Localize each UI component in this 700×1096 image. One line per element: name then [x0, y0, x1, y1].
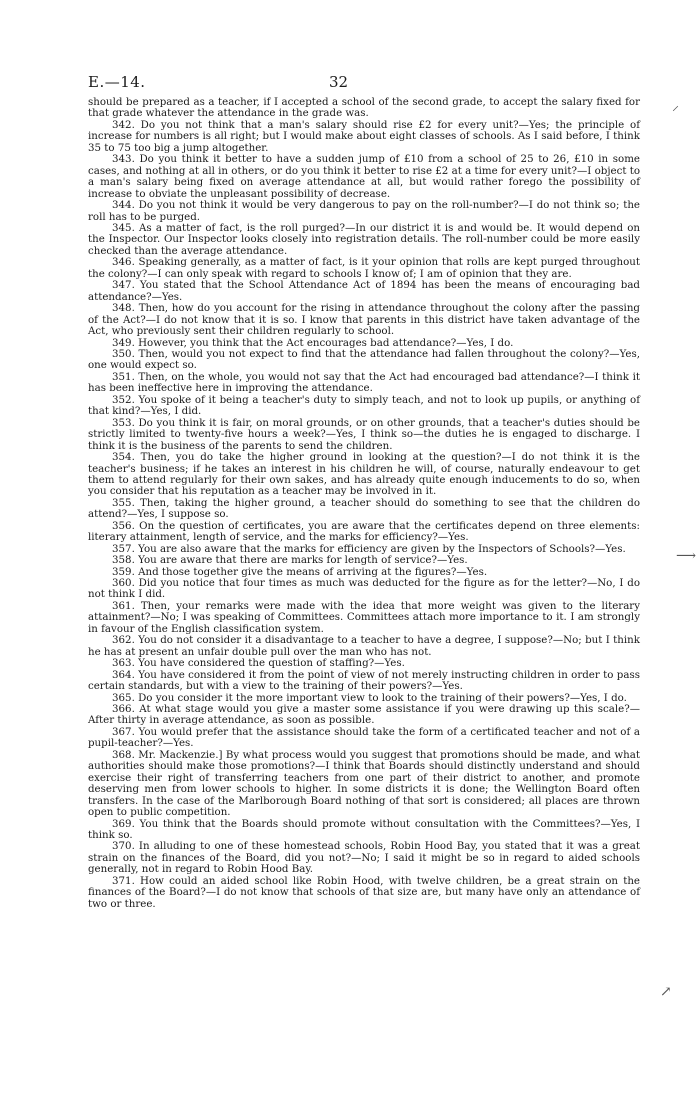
paragraph: 369. You think that the Boards should promote without consultation with the Committees?—Yes, I think so. — [88, 817, 640, 841]
paragraph: 344. Do you not think it would be very dangerous to pay on the roll-number?—I do not think so; the roll has to be purged. — [88, 199, 640, 223]
page-body — [88, 97, 640, 910]
document-reference: E.—14. — [88, 73, 146, 91]
paragraph: 362. You do not consider it a disadvantage to a teacher to have a degree, I suppose?—No; but I think he has at present an unfair double pull over the man who has not. — [88, 634, 640, 658]
paragraph: 357. You are also aware that the marks for efficiency are given by the Inspectors of Schools?—Yes. — [112, 542, 626, 555]
paragraph: 347. You stated that the School Attendance Act of 1894 has been the means of encouraging bad attendance?—Yes. — [88, 279, 640, 303]
paragraph: 368. Mr. Mackenzie.] By what process would you suggest that promotions should be made, and what authorities should make those promotions?—I think that Boards should distinctly understand and should exercise their right of transferring teachers from one part of their district to another, and promote deserving men from lower schools to higher. In some districts it is done; the Wellington Board often transfers. In the case of the Marlborough Board nothing of that sort is considered; all places are thrown open to public competition. — [88, 748, 640, 819]
paragraph: 365. Do you consider it the more important view to look to the training of their powers?—Yes, I do. — [112, 691, 627, 704]
paragraph: 371. How could an aided school like Robin Hood, with twelve children, be a great strain on the finances of the Board?—I do not know that schools of that size are, but many have only an attendance of two or three. — [88, 874, 640, 910]
paragraph: 351. Then, on the whole, you would not say that the Act had encouraged bad attendance?—I think it has been ineffective here in improving the attendance. — [88, 370, 640, 395]
paragraph: 350. Then, would you not expect to find that the attendance had fallen throughout the colony?—Yes, one would expect so. — [88, 347, 640, 372]
paragraph: 354. Then, you do take the higher ground in looking at the question?—I do not think it is the teacher's business; if he takes an interest in his children he will, of course, naturally endeavour to get them to attend regularly for their own sakes, and has already quite enough inducements to do so, when you consider that his reputation as a teacher may be involved in it. — [88, 451, 640, 498]
paragraph: 346. Speaking generally, as a matter of fact, is it your opinion that rolls are kept purged throughout the colony?—I can only speak with regard to schools I know of; I am of opinion that they are. — [88, 256, 640, 280]
paragraph: 360. Did you notice that four times as much was deducted for the figure as for the letter?—No, I do not think I did. — [88, 577, 640, 601]
page-header — [88, 73, 640, 93]
paragraph: 370. In alluding to one of these homestead schools, Robin Hood Bay, you stated that it was a great strain on the finances of the Board, did you not?—No; I said it might be so in regard to aided schools generally, not in regard to Robin Hood Bay. — [88, 840, 640, 876]
margin-tick-mark: ⟶ — [676, 548, 697, 564]
paragraph: 364. You have considered it from the point of view of not merely instructing children in order to pass certain standards, but with a view to the training of their powers?—Yes. — [88, 668, 640, 693]
paragraph: 366. At what stage would you give a master some assistance if you were drawing up this scale?—After thirty in average attendance, as soon as possible. — [88, 703, 640, 727]
paragraph: should be prepared as a teacher, if I accepted a school of the second grade, to accept the salary fixed for that grade whatever the attendance in the grade was. — [88, 96, 640, 120]
paragraph: 345. As a matter of fact, is the roll purged?—In our district it is and would be. It would depend on the Inspector. Our Inspector looks closely into registration details. The roll-number could be more easily checked than the average attendance. — [88, 221, 640, 257]
paragraph: 352. You spoke of it being a teacher's duty to simply teach, and not to look up pupils, or anything of that kind?—Yes, I did. — [88, 393, 640, 418]
paragraph: 355. Then, taking the higher ground, a teacher should do something to see that the children do attend?—Yes, I suppose so. — [88, 496, 640, 521]
paragraph: 349. However, you think that the Act encourages bad attendance?—Yes, I do. — [112, 336, 514, 349]
margin-tick-mark: ⸝ — [672, 98, 679, 114]
paragraph: 348. Then, how do you account for the rising in attendance throughout the colony after the passing of the Act?—I do not know that it is so. I know that parents in this district have taken advantage of the Act, who previously sent their children regularly to school. — [88, 302, 640, 338]
paragraph: 363. You have considered the question of staffing?—Yes. — [112, 657, 405, 670]
paragraph: 358. You are aware that there are marks for length of service?—Yes. — [112, 554, 468, 567]
margin-tick-mark: ↗ — [660, 984, 672, 1000]
paragraph: 343. Do you think it better to have a sudden jump of £10 from a school of 25 to 26, £10 in some cases, and nothing at all in others, or do you think it better to rise £2 at a time for every unit?—I object to a man's salary being fixed on average attendance at all, but would rather forego the possibility of increase to obviate the unpleasant possibility of decrease. — [88, 153, 640, 200]
paragraph: 342. Do you not think that a man's salary should rise £2 for every unit?—Yes; the principle of increase for numbers is all right; but I would make about eight classes of schools. As I said before, I think 35 to 75 too big a jump altogether. — [88, 118, 640, 154]
paragraph: 356. On the question of certificates, you are aware that the certificates depend on three elements: literary attainment, length of service, and the marks for efficiency?—Yes. — [88, 519, 640, 544]
paragraph: 367. You would prefer that the assistance should take the form of a certificated teacher and not of a pupil-teacher?—Yes. — [88, 725, 640, 750]
paragraph: 359. And those together give the means of arriving at the figures?—Yes. — [112, 565, 488, 578]
paragraph: 361. Then, your remarks were made with the idea that more weight was given to the literary attainment?—No; I was speaking of Committees. Committees attach more importance to it. I am strongly in favour of the English classification system. — [88, 599, 640, 635]
page-number: 32 — [329, 73, 349, 91]
paragraph: 353. Do you think it is fair, on moral grounds, or on other grounds, that a teacher's duties should be strictly limited to twenty-five hours a week?—Yes, I think so—the duties he is engaged to discharge. I think it is the business of the parents to send the children. — [88, 416, 640, 452]
